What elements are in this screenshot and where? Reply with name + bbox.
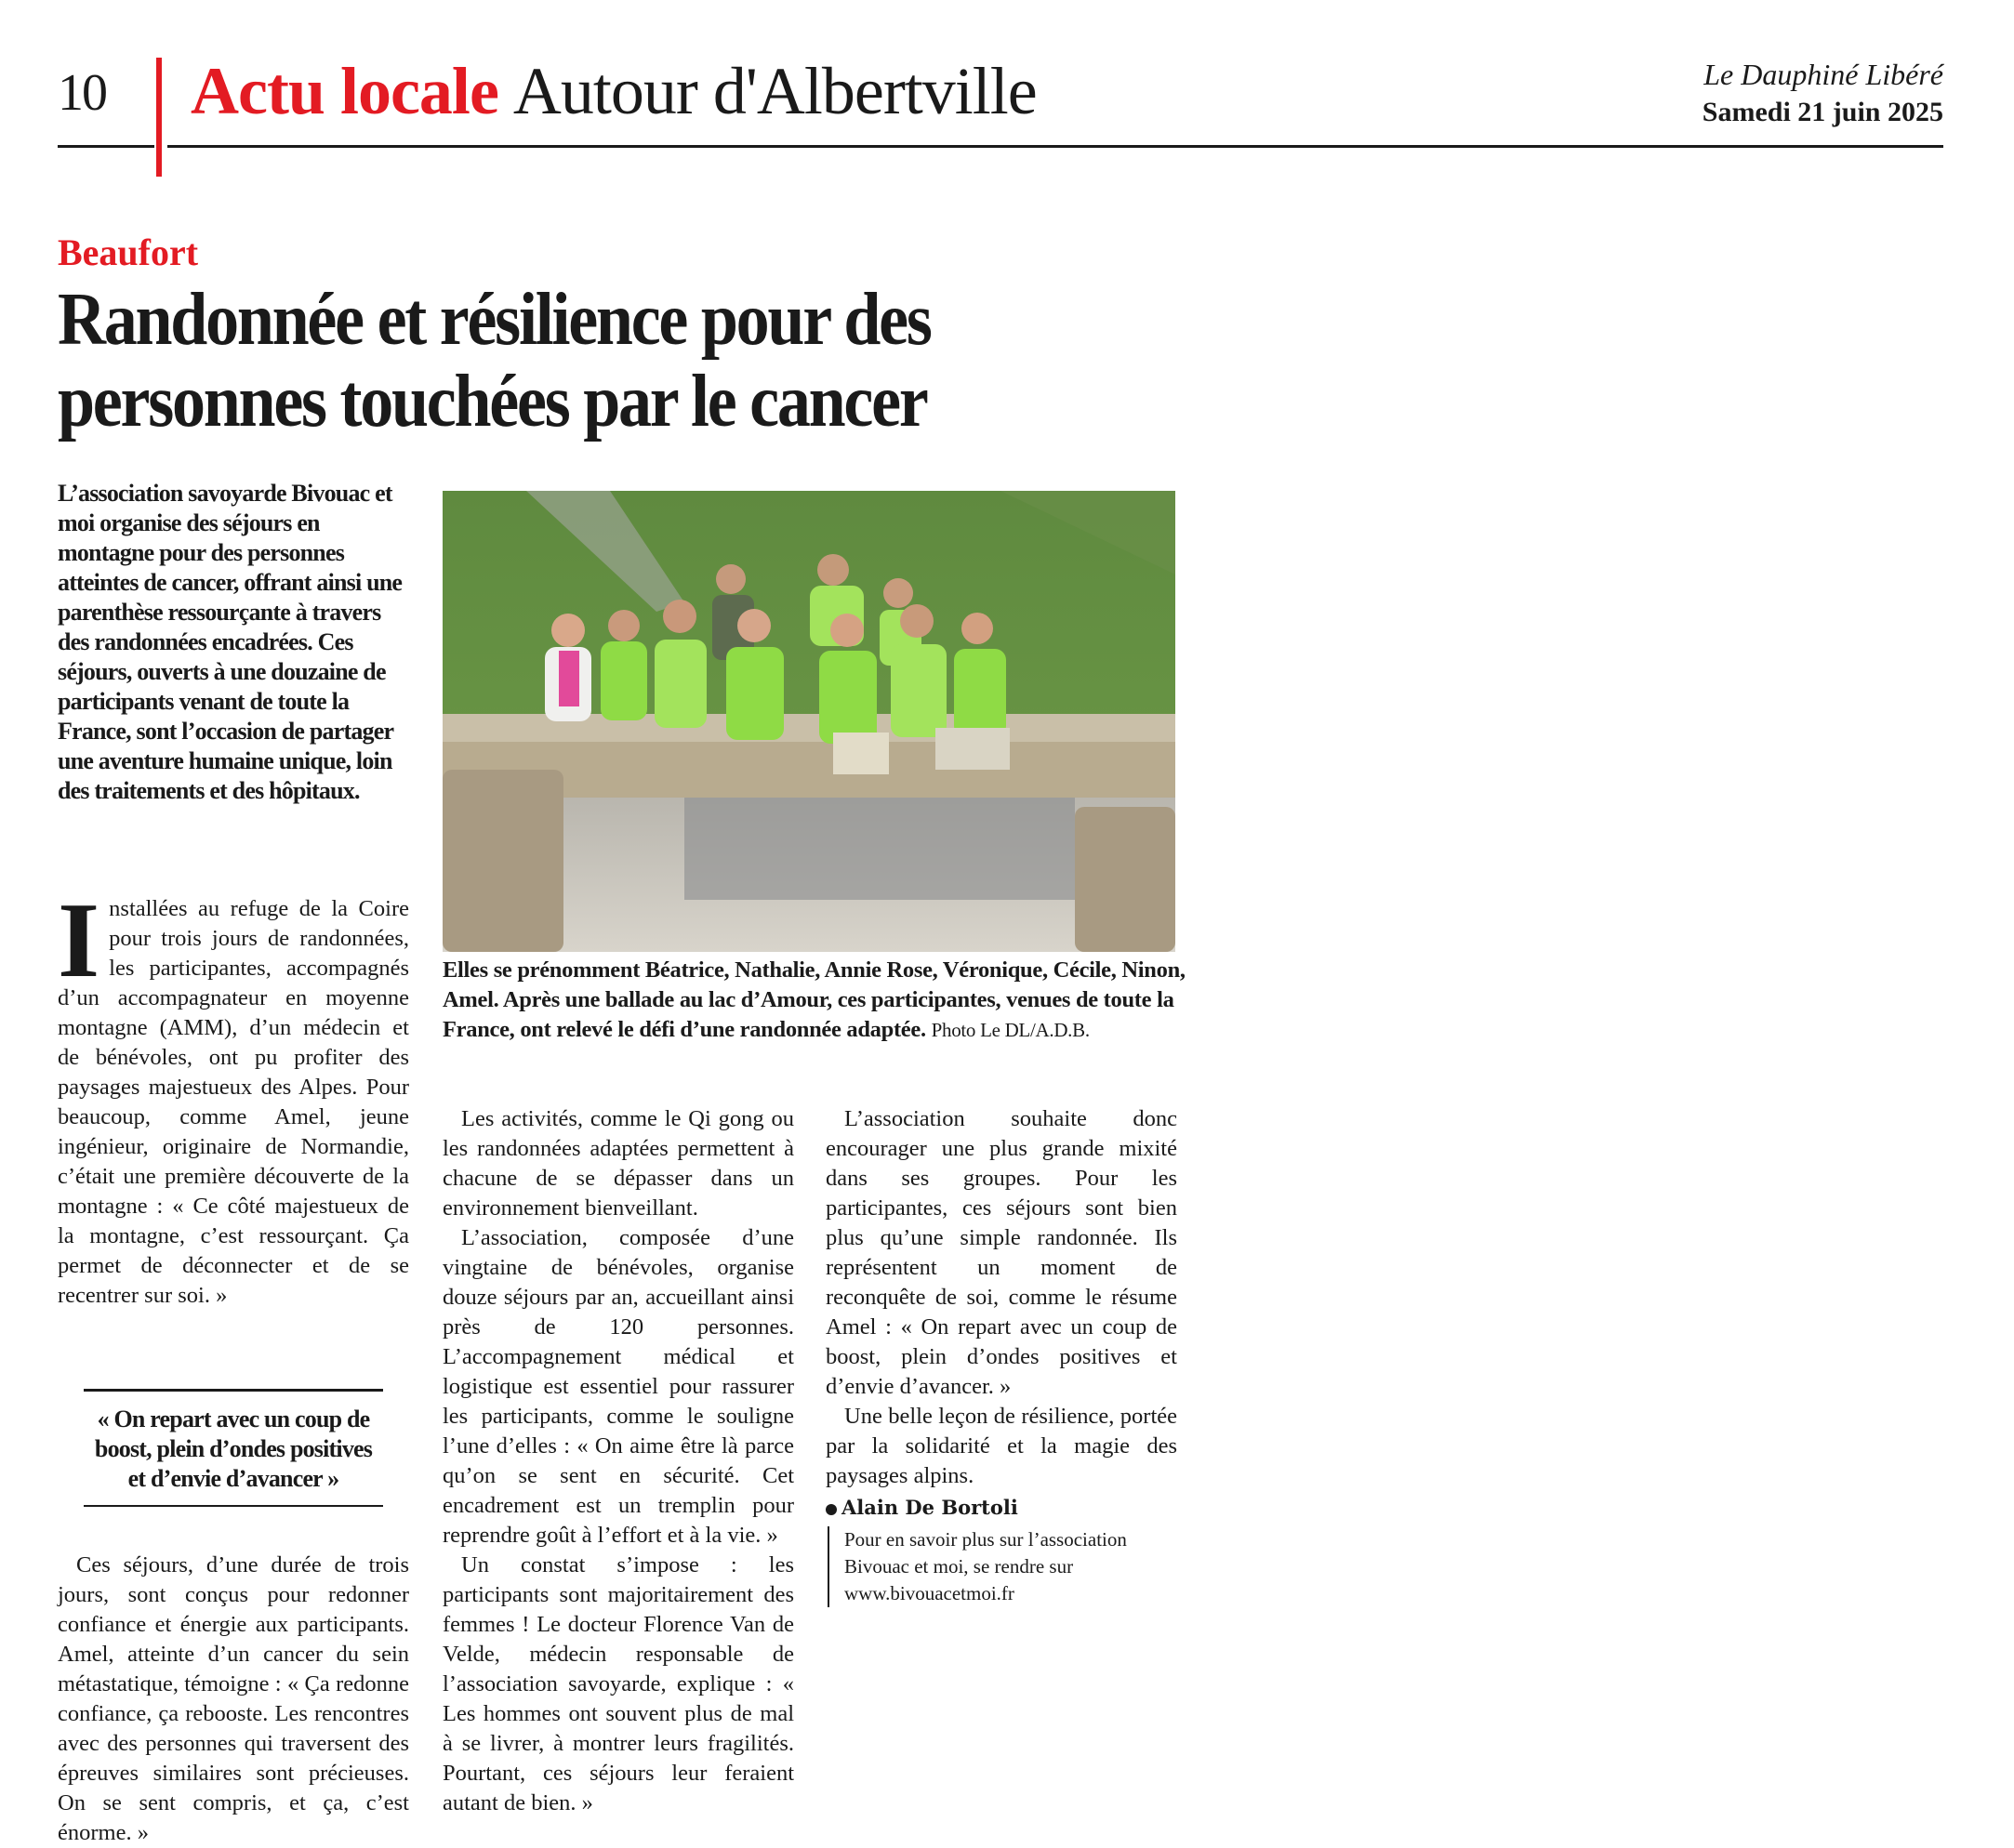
paragraph: Un constat s’impose : les participants sont majoritairement des femmes ! Le docteur Florence Van de Velde, médecin responsable de l’association savoyarde, explique : « Les hommes ont souvent plus de mal à se livrer, à montrer leurs fragilités. Pourtant, ces séjours leur feraient autant de bien. » — [443, 1552, 794, 1815]
paragraph: L’association souhaite donc encourager une plus grande mixité dans ses groupes. Pour les participantes, ces séjours sont bien plus qu’une simple randonnée. Ils représentent un moment de reconquête de soi, comme le résume Amel : « On repart avec un coup de boost, plein d’ondes positives et d’envie d’avancer. » — [826, 1106, 1177, 1399]
caption-text: Elles se prénomment Béatrice, Nathalie, Annie Rose, Véronique, Cécile, Ninon, Amel. Après une ballade au lac d’Amour, ces participantes, venues de toute la France, ont relevé le défi d’une randonnée adaptée. — [443, 957, 1186, 1042]
photo-credit: Photo Le DL/A.D.B. — [931, 1019, 1090, 1041]
newspaper-name: Le Dauphiné Libéré — [1703, 58, 1943, 91]
article-column-2 — [443, 1104, 794, 1818]
subsection-name: Autour d'Albertville — [512, 54, 1037, 128]
article-column-1 — [58, 881, 409, 1311]
drop-cap: I — [58, 881, 100, 1000]
faded-page-area — [1209, 205, 1971, 1803]
article-headline: Randonnée et résilience pour des personnes touchées par le cancer — [58, 279, 931, 442]
article-lead: L’association savoyarde Bivouac et moi organise des séjours en montagne pour des personnes atteintes de cancer, offrant ainsi une parenthèse ressourçante à travers des randonnées encadrées. Ces séjours, ouverts à une douzaine de participants venant de toute la France, sont l’occasion de partager une aventure humaine unique, loin des traitements et des hôpitaux. — [58, 480, 403, 804]
article-photo — [443, 491, 1175, 952]
author-name: Alain De Bortoli — [841, 1496, 1018, 1519]
paragraph: Une belle leçon de résilience, portée par la solidarité et la magie des paysages alpins. — [826, 1404, 1177, 1488]
group-photo-illustration — [443, 491, 1175, 952]
author-byline — [826, 1493, 1177, 1523]
paragraph: Les activités, comme le Qi gong ou les randonnées adaptées permettent à chacune de se dépasser dans un environnement bienveillant. — [443, 1106, 794, 1221]
paragraph: nstallées au refuge de la Coire pour trois jours de randonnées, les participantes, accompagnés d’un accompagnateur en moyenne montagne (AMM), d’un médecin et de bénévoles, ont pu profiter des paysages majestueux des Alpes. Pour beaucoup, comme Amel, jeune ingénieur, originaire de Normandie, c’était une première découverte de la montagne : « Ce côté majestueux de la montagne, c’est ressourçant. Ça permet de déconnecter et de se recentrer sur soi. » — [58, 896, 409, 1308]
bullet-icon — [826, 1504, 837, 1515]
header-rule — [167, 145, 1943, 148]
article-column-1-continued — [58, 1551, 409, 1848]
header-rule — [58, 145, 154, 148]
section-name: Actu locale — [191, 54, 498, 128]
photo-caption — [443, 956, 1186, 1045]
issue-date: Samedi 21 juin 2025 — [1702, 97, 1943, 127]
info-box: Pour en savoir plus sur l’association Bivouac et moi, se rendre sur www.bivouacetmoi.fr — [828, 1526, 1177, 1607]
article-column-3 — [826, 1104, 1177, 1607]
article-kicker: Beaufort — [58, 231, 199, 273]
paragraph: L’association, composée d’une vingtaine de bénévoles, organise douze séjours par an, accueillant ainsi près de 120 personnes. L’accompagnement médical et logistique est essentiel pour rassurer les participants, comme le souligne l’une d’elles : « On aime être là parce qu’on se sent en sécurité. Cet encadrement est un tremplin pour reprendre goût à l’effort et à la vie. » — [443, 1225, 794, 1548]
page-number: 10 — [58, 64, 106, 122]
pull-quote: « On repart avec un coup de boost, plein d’ondes positives et d’envie d’avancer » — [84, 1389, 383, 1507]
paragraph: Ces séjours, d’une durée de trois jours, sont conçus pour redonner confiance et énergie aux participants. Amel, atteinte d’un cancer du sein métastatique, témoigne : « Ça redonne confiance, ça rebooste. Les rencontres avec des personnes qui traversent des épreuves similaires sont précieuses. On se sent compris, et ça, c’est énorme. » — [58, 1552, 409, 1845]
section-heading — [191, 54, 1037, 128]
section-red-bar — [156, 58, 162, 177]
